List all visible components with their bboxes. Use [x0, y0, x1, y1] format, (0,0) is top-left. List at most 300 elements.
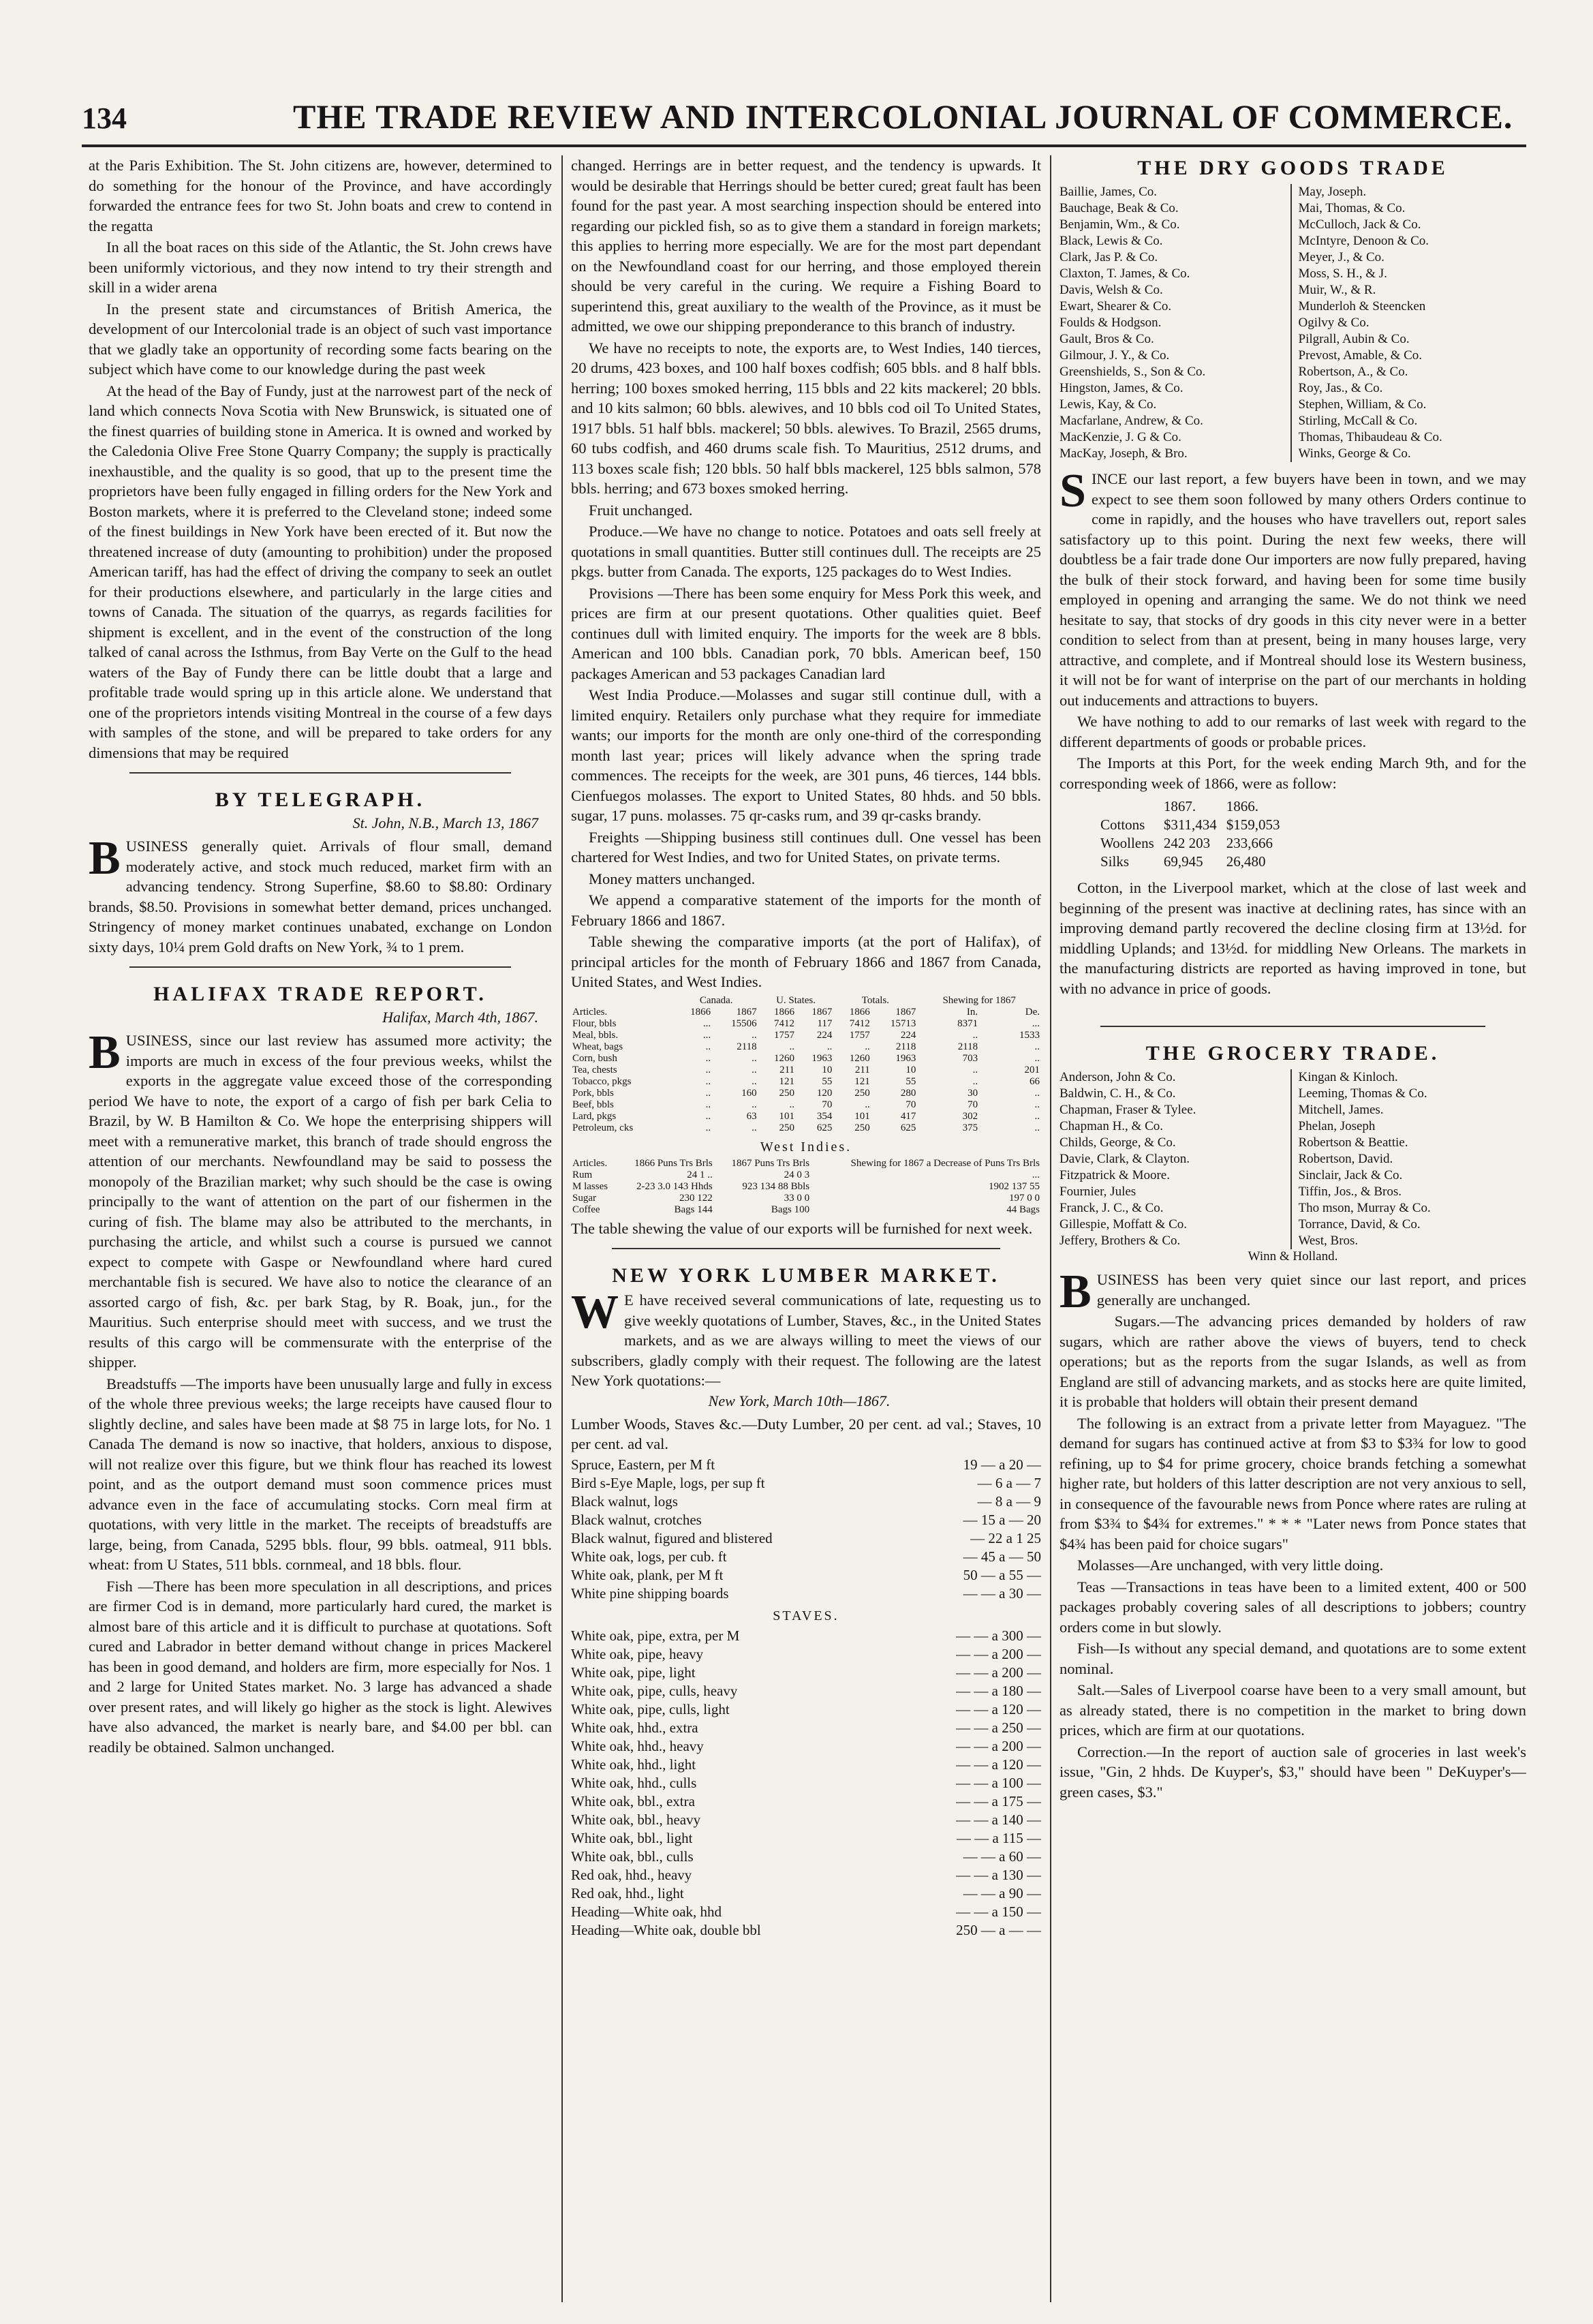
merchant-name: Muir, W., & R. [1298, 283, 1376, 297]
price-line [571, 1774, 1041, 1792]
merchant-name: Roy, Jas., & Co. [1298, 381, 1383, 395]
merchant-name: Torrance, David, & Co. [1298, 1217, 1421, 1232]
table-cell: 1963 [895, 1052, 916, 1064]
merchant-name: Lewis, Kay, & Co. [1060, 397, 1157, 412]
price-value: — 6 a — 7 [977, 1474, 1041, 1491]
price-item: White oak, pipe, culls, light [571, 1700, 730, 1717]
merchant-name: Tiffin, Jos., & Bros. [1298, 1184, 1402, 1199]
merchant-name: Winn & Holland. [1248, 1249, 1338, 1264]
merchant-name: Mai, Thomas, & Co. [1298, 201, 1406, 215]
table-cell: Cottons [1100, 816, 1145, 833]
table-row [571, 1088, 1041, 1099]
article-paragraph: West India Produce.—Molasses and sugar still continue dull, with a limited enquiry. Retailers only purchase what they require for immediate wants; our imports for the month are only one-third of the corresponding month last year; prices will likely advance when the spring trade commences. The receipts for the week, are 301 puns, 46 tierces, 144 bbls. Cienfuegos molasses. The export to United States, 80 hhds. and 50 bbls. sugar, 17 puns. molasses. 75 qr-casks rum, and 39 qr-casks brandy. [571, 686, 1041, 824]
price-line [571, 1474, 1041, 1493]
price-item: White oak, pipe, extra, per M [571, 1627, 740, 1644]
table-cell: ... [1032, 1018, 1040, 1029]
price-item: White oak, plank, per M ft [571, 1566, 724, 1583]
table-cell: 201 [1024, 1064, 1040, 1075]
price-line [571, 1829, 1041, 1848]
table-header: 1866 [690, 1006, 711, 1018]
column-3 [1060, 155, 1526, 2302]
dateline: Halifax, March 4th, 1867. [382, 1009, 538, 1026]
table-cell: Bags 100 [771, 1204, 810, 1215]
table-cell: 63 [746, 1110, 757, 1122]
price-item: White oak, hhd., heavy [571, 1737, 704, 1754]
table-title: STAVES. [773, 1608, 839, 1623]
section-divider [1100, 1026, 1485, 1027]
article-paragraph: At the head of the Bay of Fundy, just at the narrowest part of the neck of land which connects Nova Scotia with New Brunswick, is situated one of the finest quarries of building stone in America. It is owned and worked by the Caledonia Olive Free Stone Quarry Company; the supply is practically inexhaustible, and the quality is so good, that up to the present time the proprietors have been fully engaged in filling orders for the New York and Boston markets, where it is preferred to the Cleveland stone; indeed some of the finest buildings in New York have been erected of it. But now the threatened increase of duty (amounting to prohibition) under the proposed American tariff, has had the effect of driving the company to seek an outlet for their productions elsewhere, and particularly in the large cities and towns of Canada. The situation of the quarrys, as regards facilities for shipment is excellent, and in the event of the construction of the long talked of canal across the Isthmus, from Bay Verte on the Gulf to the head waters of the Bay of Fundy there can be little doubt that a large and profitable trade would spring up in this article alone. We understand that one of the proprietors intends visiting Montreal in the course of a few days with samples of the stone, and will be prepared to take orders for any dimensions that may be required [89, 382, 552, 761]
table-cell: 24 0 3 [784, 1169, 810, 1180]
merchant-name: Benjamin, Wm., & Co. [1060, 217, 1180, 232]
price-value: — — a 300 — [956, 1627, 1041, 1644]
table-cell: 33 0 0 [784, 1192, 810, 1204]
section-heading-dry-goods: THE DRY GOODS TRADE [1137, 157, 1449, 179]
table-cell: Lard, pkgs [572, 1110, 617, 1122]
table-cell: 923 134 88 Bbls [742, 1180, 810, 1192]
table-cell: $159,053 [1226, 816, 1280, 833]
table-cell: 250 [854, 1087, 870, 1099]
price-line [571, 1756, 1041, 1774]
table-cell: 625 [900, 1122, 916, 1133]
table-header: 1867 [895, 1006, 916, 1018]
table-cell: 8371 [957, 1018, 978, 1029]
table-cell: 1963 [811, 1052, 833, 1064]
price-value: — 8 a — 9 [977, 1493, 1041, 1510]
merchant-name: Franck, J. C., & Co. [1060, 1201, 1164, 1215]
merchant-name: Bauchage, Beak & Co. [1060, 201, 1179, 215]
table-row [571, 1111, 1041, 1122]
merchant-name: Baillie, James, Co. [1060, 185, 1158, 199]
table-cell: Bags 144 [674, 1204, 713, 1215]
table-cell: .. [752, 1052, 757, 1064]
merchant-name: May, Joseph. [1298, 185, 1367, 199]
price-value: — — a 180 — [956, 1682, 1041, 1699]
table-cell: 30 [968, 1087, 978, 1099]
merchant-name: Ogilvy & Co. [1298, 316, 1370, 330]
table-cell: .. [1034, 1099, 1040, 1110]
section-heading-grocery: THE GROCERY TRADE. [1145, 1042, 1440, 1065]
price-line [571, 1848, 1041, 1866]
section-heading-telegraph: BY TELEGRAPH. [215, 789, 426, 811]
article-paragraph: We append a comparative statement of the imports for the month of February 1866 and 1867. [571, 891, 1041, 929]
table-cell: 55 [906, 1075, 916, 1087]
price-line [571, 1811, 1041, 1829]
table-cell: Petroleum, cks [572, 1122, 634, 1133]
table-header: 1866 [849, 1006, 870, 1018]
table-cell: 280 [900, 1087, 916, 1099]
article-paragraph: Fish—Is without any special demand, and quotations are to some extent nominal. [1060, 1640, 1526, 1677]
price-value: — — a 200 — [956, 1737, 1041, 1754]
table-group-header: Shewing for 1867 [942, 994, 1016, 1006]
merchant-name: Childs, George, & Co. [1060, 1135, 1176, 1150]
merchant-name: Robertson, A., & Co. [1298, 365, 1408, 379]
article-paragraph: Teas —Transactions in teas have been to a limited extent, 400 or 500 packages probably covering sales of all descriptions to jobbers; country orders come in but slowly. [1060, 1578, 1526, 1636]
table-cell: Meal, bbls. [572, 1029, 619, 1041]
price-item: Black walnut, crotches [571, 1511, 702, 1528]
article-paragraph: Table shewing the comparative imports (at the port of Halifax), of principal articles for the month of February 1866 and 1867 from Canada, United States, and West Indies. [571, 933, 1041, 990]
table-cell: .. [1034, 1122, 1040, 1133]
price-line [571, 1566, 1041, 1585]
table-row [571, 1169, 1041, 1181]
table-cell: 354 [816, 1110, 833, 1122]
price-value: — — a 175 — [956, 1792, 1041, 1809]
article-paragraph: Money matters unchanged. [589, 870, 756, 887]
table-cell: .. [972, 1029, 978, 1041]
table-cell: 66 [1030, 1075, 1040, 1087]
merchant-name: Munderloh & Steencken [1298, 299, 1426, 314]
drop-cap: B [89, 832, 121, 885]
merchant-name: Kingan & Kinloch. [1298, 1070, 1398, 1084]
table-cell: .. [865, 1099, 870, 1110]
table-cell: .. [705, 1099, 711, 1110]
column-rule [561, 155, 563, 2302]
drop-cap: W [571, 1286, 619, 1339]
dateline: New York, March 10th—1867. [708, 1392, 891, 1409]
table-header: Shewing for 1867 a Decrease of Puns Trs Brls [850, 1157, 1040, 1169]
table-row [1100, 816, 1290, 834]
merchant-name: Chapman, Fraser & Tylee. [1060, 1103, 1196, 1117]
table-header: Articles. [572, 1157, 608, 1169]
price-value: — — a 200 — [956, 1664, 1041, 1681]
table-cell: 2118 [737, 1041, 757, 1052]
table-cell: .. [972, 1075, 978, 1087]
table-cell: 117 [817, 1018, 833, 1029]
table-cell: 224 [900, 1029, 916, 1041]
price-value: — — a 140 — [956, 1811, 1041, 1828]
merchant-name: Greenshields, S., Son & Co. [1060, 365, 1206, 379]
article-paragraph: In the present state and circumstances of British America, the development of our Intercolonial trade is an object of such vast importance that we gladly take an opportunity of recording some facts bearing on the subject which have come to our knowledge during the past week [89, 300, 552, 378]
price-value: — — a 250 — [956, 1719, 1041, 1736]
table-cell: 70 [822, 1099, 833, 1110]
section-divider [129, 772, 511, 774]
table-row [1100, 834, 1290, 853]
table-cell: 69,945 [1163, 853, 1203, 870]
article-paragraph: Provisions —There has been some enquiry for Mess Pork this week, and prices are firm at our present quotations. Other qualities quiet. Beef continues dull with limited enquiry. The imports for the week are 8 bbls. American and 100 bbls. Canadian pork, 70 bbls. American beef, 150 packages American and 53 packages Canadian lard [571, 584, 1041, 682]
article-paragraph: USINESS, since our last review has assumed more activity; the imports are much in excess of the four previous weeks, whilst the exports in the aggregate value exceed those of the corresponding period We have to note, the export of a cargo of fish per bark Celia to Brazil, by W. B Hamilton & Co. We hope the enterprising shippers will meet with a remunerative market, this branch of trade should engross the attention of our merchants. Newfoundland may be said to possess the monopoly of the Brazilian market; why such should be the case is owing principally to the want of attention on the part of our fishermen in the curing of fish. The blame may also be attributed to the merchants, in purchasing the article, and whilst such a course is pursued we cannot expect to compete with Gaspe or Newfoundland where hard cured merchantable fish is secured. We have also to notice the clearance of an assorted cargo of fish, &c. per bark Stag, by R. Boak, jun., for the Mauritius. Such enterprise should meet with success, and we trust the results of this cargo will be commensurate with the enterprise of the shipper. [89, 1032, 552, 1371]
table-header: 1867 [736, 1006, 757, 1018]
dry-goods-imports-table [1100, 797, 1290, 871]
table-group-header: Totals. [861, 994, 889, 1006]
price-item: Red oak, hhd., heavy [571, 1866, 692, 1883]
table-header: 1867 [811, 1006, 833, 1018]
price-value: — — a 130 — [956, 1866, 1041, 1883]
table-row [571, 1181, 1041, 1193]
table-cell: 375 [962, 1122, 978, 1133]
price-value: — 15 a — 20 [963, 1511, 1041, 1528]
table-cell: 703 [962, 1052, 978, 1064]
table-cell: Wheat, bags [572, 1041, 623, 1052]
price-item: Black walnut, logs [571, 1493, 678, 1510]
article-paragraph: Breadstuffs —The imports have been unusually large and fully in excess of the whole three previous weeks; the large receipts have caused flour to slightly decline, and sales have been made at $8 75 in large lots, for No. 1 Canada The demand is now so inactive, that holders, anxious to dispose, will not realize over this figure, but we think flour has reached its lowest point, and as the outport demand must soon commence prices must advance even in the face of accumulating stocks. Corn meal firm at quotations, with very little in the market. The receipts of breadstuffs are large, being, from Canada, 5295 bbls. flour, 99 bbls. oatmeal, 911 bbls. wheat: from U States, 511 bbls. cornmeal, and 18 bbls. flour. [89, 1375, 552, 1573]
merchant-name: Fournier, Jules [1060, 1184, 1136, 1199]
merchant-name: Robertson, David. [1298, 1152, 1393, 1166]
table-row [571, 1065, 1041, 1076]
merchant-name: Stephen, William, & Co. [1298, 397, 1427, 412]
column-rule [1050, 155, 1051, 2302]
price-value: 250 — a — — [956, 1921, 1041, 1938]
merchant-name: Robertson & Beattie. [1298, 1135, 1408, 1150]
table-row [571, 1076, 1041, 1088]
table-cell: 70 [968, 1099, 978, 1110]
table-cell: .. [826, 1041, 833, 1052]
price-item: White oak, pipe, heavy [571, 1645, 704, 1662]
table-cell: Tobacco, pkgs [572, 1075, 632, 1087]
price-line [571, 1548, 1041, 1566]
dateline: St. John, N.B., March 13, 1867 [352, 814, 538, 831]
merchant-name: Gillespie, Moffatt & Co. [1060, 1217, 1187, 1232]
table-cell: 10 [906, 1064, 916, 1075]
merchant-name: Phelan, Joseph [1298, 1119, 1376, 1133]
price-list [571, 1627, 1041, 1940]
table-cell: 2118 [957, 1041, 978, 1052]
article-paragraph: Produce.—We have no change to notice. Potatoes and oats sell freely at quotations in small quantities. Butter still continues dull. The receipts are 25 pkgs. butter from Canada. The exports, 125 packages do to West Indies. [571, 523, 1041, 580]
price-item: Heading—White oak, hhd [571, 1903, 722, 1920]
table-cell: 160 [741, 1087, 757, 1099]
table-cell: 1902 137 55 [989, 1180, 1040, 1192]
table-row [1100, 853, 1290, 871]
table-cell: 121 [779, 1075, 795, 1087]
table-cell: 15506 [731, 1018, 757, 1029]
price-item: White oak, bbl., extra [571, 1792, 695, 1809]
table-group-header: U. States. [776, 994, 816, 1006]
merchant-name: Thomas, Thibaudeau & Co. [1298, 430, 1442, 444]
price-line [571, 1719, 1041, 1737]
top-rule [82, 144, 1526, 147]
table-cell: .. [705, 1075, 711, 1087]
table-cell: 7412 [849, 1018, 870, 1029]
article-paragraph: We have no receipts to note, the exports are, to West Indies, 140 tierces, 20 drums, 423 boxes, and 100 half boxes codfish; 605 bbls. and 8 half bbls. herring; 100 boxes smoked herring, 115 bbls and 22 kits mackerel; 20 bbls. and 10 kits salmon; 60 bbls. alewives, and 10 bbls cod oil To United States, 1917 bbls. 51 half bbls. mackerel; 50 bbls. alewives. To Brazil, 2565 drums, 60 tubs codfish, and 460 drums scale fish. To Mauritius, 2512 drums, and 113 boxes scale fish; 120 bbls. 50 half bbls mackerel, 125 bbls salmon, 578 bbls. herring; and 673 boxes smoked herring. [571, 339, 1041, 497]
table-cell: .. [752, 1075, 757, 1087]
table-cell: .. [705, 1110, 711, 1122]
section-heading-halifax: HALIFAX TRADE REPORT. [153, 983, 487, 1005]
article-paragraph: Sugars.—The advancing prices demanded by holders of raw sugars, which are rather above the views of buyers, tend to check operations; but as the reports from the sugar Islands, as well as from England are still of advancing markets, and as stocks here are quite limited, it is probable that holders will obtain their present demand [1060, 1313, 1526, 1410]
price-value: — — a 90 — [963, 1884, 1041, 1901]
table-cell: 250 [779, 1122, 795, 1133]
table-row [571, 1099, 1041, 1111]
table-cell: .. [705, 1064, 711, 1075]
merchant-name: McIntyre, Denoon & Co. [1298, 234, 1429, 248]
article-paragraph: Cotton, in the Liverpool market, which at the close of last week and beginning of the present was inactive at declining rates, has since with an improving demand partly recovered the decline closing firm at 13½d. for middling Uplands; and 13½d. for middling New Orleans. The markets in the manufacturing districts are reported as having improved in tone, but with no advance in price of goods. [1060, 879, 1526, 997]
table-cell: 233,666 [1226, 835, 1273, 851]
merchant-name: Mitchell, James. [1298, 1103, 1384, 1117]
table-cell: Corn, bush [572, 1052, 617, 1064]
price-item: White oak, logs, per cub. ft [571, 1548, 727, 1565]
table-cell: 101 [854, 1110, 870, 1122]
price-line [571, 1529, 1041, 1548]
price-line [571, 1511, 1041, 1529]
price-value: — — a 120 — [956, 1700, 1041, 1717]
merchant-name: Pilgrall, Aubin & Co. [1298, 332, 1410, 346]
article-paragraph: Salt.—Sales of Liverpool coarse have been to a very small amount, but as already stated, there is no competition in the market to bring down prices, which are firm at our quotations. [1060, 1681, 1526, 1739]
table-cell: M lasses [572, 1180, 608, 1192]
table-cell: 121 [854, 1075, 870, 1087]
price-line [571, 1493, 1041, 1511]
column-1 [89, 155, 552, 2302]
price-item: White oak, bbl., light [571, 1829, 693, 1846]
drop-cap: S [1060, 465, 1086, 517]
price-line [571, 1700, 1041, 1719]
table-cell: .. [705, 1122, 711, 1133]
article-paragraph: We have nothing to add to our remarks of last week with regard to the different departments of goods or probable prices. [1060, 713, 1526, 750]
price-line [571, 1866, 1041, 1884]
merchant-name: Jeffery, Brothers & Co. [1060, 1234, 1181, 1248]
table-group-header: Canada. [699, 994, 733, 1006]
price-line [571, 1627, 1041, 1645]
price-line [571, 1645, 1041, 1664]
table-cell: ... [702, 1029, 711, 1041]
table-cell: 15713 [890, 1018, 916, 1029]
table-cell: Woollens [1100, 835, 1154, 851]
table-cell: .. [865, 1041, 870, 1052]
table-cell: 120 [816, 1087, 833, 1099]
merchant-name: Prevost, Amable, & Co. [1298, 348, 1423, 363]
table-cell: 1757 [849, 1029, 870, 1041]
merchant-name: Hingston, James, & Co. [1060, 381, 1184, 395]
article-paragraph: In all the boat races on this side of the Atlantic, the St. John crews have been uniformly victorious, and they now intend to try their strength and skill in a wider arena [89, 239, 552, 296]
table-cell: 417 [900, 1110, 916, 1122]
price-item: Red oak, hhd., light [571, 1884, 684, 1901]
price-value: 50 — a 55 — [963, 1566, 1041, 1583]
table-row [571, 1122, 1041, 1134]
article-paragraph: changed. Herrings are in better request, and the tendency is upwards. It would be desirable that Herrings should be better cured; great fault has been found for the past year. A most searching inspection should be entered into regarding our pickled fish, so as to give them a standard in foreign markets; this applies to herring more especially. We are for the most part dependant on the Newfoundland coast for our herring, and those employed therein should be very careful in the curing. We require a Fishing Board to superintend this, great auxiliary to the wealth of the Province, as it must be admitted, we owe our shipping preponderance to this branch of industry. [571, 157, 1041, 335]
table-cell: .. [752, 1064, 757, 1075]
price-value: — — a 60 — [963, 1848, 1041, 1865]
article-paragraph: Fish —There has been more speculation in all descriptions, and prices are firmer Cod is in demand, more particularly hard cured, the market is almost bare of this article and it is difficult to purchase at quotations. Soft cured and Labrador in better demand without change in prices Mackerel has been in good demand, and holders are firm, more especially for Nos. 1 and 2 large for United States market. No. 3 large has advanced a shade over present rates, and will likely go higher as the stock is light. Alewives have also advanced, the market is nearly bare, and $4.00 per bbl. can readily be obtained. Salmon unchanged. [89, 1577, 552, 1756]
price-item: White oak, hhd., extra [571, 1719, 698, 1736]
merchant-name: Foulds & Hodgson. [1060, 316, 1162, 330]
price-item: White oak, bbl., heavy [571, 1811, 701, 1828]
page-number: 134 [82, 102, 127, 135]
article-paragraph: Correction.—In the report of auction sale of groceries in last week's issue, "Gin, 2 hhds. De Kuyper's, $3," should have been " DeKuyper's—green cases, $3." [1060, 1743, 1526, 1801]
table-cell: 1260 [849, 1052, 870, 1064]
imports-table [571, 995, 1041, 1134]
price-line [571, 1903, 1041, 1921]
article-paragraph: USINESS generally quiet. Arrivals of flour small, demand moderately active, and stock much reduced, market firm with an advancing tendency. Strong Superfine, $8.60 to $8.80: Ordinary brands, $8.50. Provisions in somewhat better demand, prices unchanged. Stringency of money market continues unabated, exchange on London sixty days, 10¼ prem Gold drafts on New York, ¾ to 1 prem. [89, 838, 552, 955]
year-header: 1866. [1226, 798, 1259, 814]
table-header: 1866 [774, 1006, 795, 1018]
table-cell: 250 [854, 1122, 870, 1133]
article-paragraph: Freights —Shipping business still continues dull. One vessel has been chartered for West Indies, and two for United States, on private terms. [571, 828, 1041, 866]
year-header: 1867. [1163, 798, 1196, 814]
merchant-name: Davis, Welsh & Co. [1060, 283, 1163, 297]
price-value: — 45 a — 50 [963, 1548, 1041, 1565]
table-cell: .. [752, 1029, 757, 1041]
price-list [571, 1456, 1041, 1603]
table-cell: 55 [822, 1075, 833, 1087]
table-cell: .. [752, 1122, 757, 1133]
table-header: De. [1025, 1006, 1040, 1018]
price-item: Black walnut, figured and blistered [571, 1529, 773, 1546]
merchant-name: Black, Lewis & Co. [1060, 234, 1163, 248]
price-value: — — a 115 — [956, 1829, 1041, 1846]
merchant-name: Baldwin, C. H., & Co. [1060, 1086, 1176, 1101]
table-cell: .. [705, 1041, 711, 1052]
masthead [82, 95, 1526, 143]
price-line [571, 1682, 1041, 1700]
table-cell: Silks [1100, 853, 1130, 870]
merchant-name: MacKay, Joseph, & Bro. [1060, 446, 1188, 461]
table-cell: 70 [906, 1099, 916, 1110]
table-cell: 10 [822, 1064, 833, 1075]
table-title: West Indies. [760, 1139, 852, 1155]
table-cell: Flour, bbls [572, 1018, 617, 1029]
table-header: Articles. [572, 1006, 608, 1018]
price-value: — — a 200 — [956, 1645, 1041, 1662]
table-cell: .. [789, 1099, 795, 1110]
table-cell: .. [705, 1052, 711, 1064]
article-paragraph: USINESS has been very quiet since our last report, and prices generally are unchanged. [1096, 1271, 1526, 1309]
price-item: Heading—White oak, double bbl [571, 1921, 761, 1938]
table-cell: 24 1 .. [687, 1169, 713, 1180]
merchant-name: McCulloch, Jack & Co. [1298, 217, 1421, 232]
drop-cap: B [1060, 1266, 1092, 1318]
merchant-list [1060, 1069, 1526, 1249]
table-cell: 26,480 [1226, 853, 1266, 870]
table-cell: 44 Bags [1006, 1204, 1040, 1215]
price-item: White pine shipping boards [571, 1585, 729, 1602]
table-cell: .. [1034, 1052, 1040, 1064]
merchant-name: Davie, Clark, & Clayton. [1060, 1152, 1190, 1166]
table-cell: Tea, chests [572, 1064, 617, 1075]
price-line [571, 1921, 1041, 1940]
table-cell: 224 [816, 1029, 833, 1041]
table-cell: 250 [779, 1087, 795, 1099]
table-cell: ... [1032, 1169, 1040, 1180]
column-2 [571, 155, 1041, 2302]
section-divider [612, 1248, 1000, 1249]
table-row [571, 1041, 1041, 1053]
article-paragraph: The Imports at this Port, for the week ending March 9th, and for the corresponding week of 1866, were as follow: [1060, 754, 1526, 792]
merchant-name: Anderson, John & Co. [1060, 1070, 1176, 1084]
article-paragraph: Fruit unchanged. [589, 501, 693, 519]
merchant-name: Macfarlane, Andrew, & Co. [1060, 414, 1203, 428]
price-item: White oak, bbl., culls [571, 1848, 694, 1865]
table-row [571, 1053, 1041, 1065]
table-cell: 197 0 0 [1009, 1192, 1040, 1204]
table-row [571, 1018, 1041, 1030]
article-paragraph: E have received several communications of late, requesting us to give weekly quotations of Lumber, Staves, &c., in the United States markets, and as we are always willing to meet the views of our subscribers, gladly comply with their request. The following are the latest New York quotations:— [571, 1291, 1041, 1389]
table-cell: .. [1034, 1041, 1040, 1052]
table-cell: .. [705, 1087, 711, 1099]
table-cell: 211 [779, 1064, 795, 1075]
price-line [571, 1792, 1041, 1811]
price-line [571, 1737, 1041, 1756]
table-cell: .. [752, 1099, 757, 1110]
article-paragraph: The following is an extract from a private letter from Mayaguez. "The demand for sugars has continued active at from $3 to $3¾ for low to good refining, up to $4 for prime grocery, choice brands fetching a somewhat higher rate, but holders of this latter description are not very anxious to sell, in consequence of the favourable news from Ponce where rates are ruling at from $3¾ to $4¾ for extremes." * * * "Later news from Ponce states that $4¾ has been paid for choice sugars" [1060, 1414, 1526, 1553]
price-line [571, 1456, 1041, 1474]
price-item: Spruce, Eastern, per M ft [571, 1456, 715, 1473]
price-value: 19 — a 20 — [963, 1456, 1041, 1473]
article-paragraph: Molasses—Are unchanged, with very little doing. [1077, 1557, 1384, 1574]
table-cell: 242 203 [1163, 835, 1211, 851]
merchant-name: Moss, S. H., & J. [1298, 266, 1387, 281]
section-heading-lumber: NEW YORK LUMBER MARKET. [612, 1264, 1000, 1287]
table-header: 1866 Puns Trs Brls [634, 1157, 713, 1169]
price-value: — — a 120 — [956, 1756, 1041, 1773]
article-paragraph: at the Paris Exhibition. The St. John citizens are, however, determined to do something for the honour of the Province, and have accordingly forwarded the entrance fees for two St. John boats and crew to contend in the regatta [89, 157, 552, 234]
table-row [571, 1204, 1041, 1216]
table-cell: Rum [572, 1169, 593, 1180]
merchant-name: MacKenzie, J. G & Co. [1060, 430, 1181, 444]
table-cell: 211 [854, 1064, 870, 1075]
table-header: In. [966, 1006, 978, 1018]
price-item: White oak, pipe, culls, heavy [571, 1682, 738, 1699]
merchant-name: Fitzpatrick & Moore. [1060, 1168, 1170, 1182]
table-cell: Sugar [572, 1192, 596, 1204]
table-cell: 230 122 [679, 1192, 713, 1204]
running-head: THE TRADE REVIEW AND INTERCOLONIAL JOURNAL OF COMMERCE. [293, 97, 1513, 136]
article-paragraph: INCE our last report, a few buyers have been in town, and we may expect to see them soon followed by many others Orders continue to come in rapidly, and the houses who have travellers out, report sales satisfactory up to this point. During the next few weeks, there will doubtless be a fair trade done Our importers are now fully prepared, having the bulk of their stock forward, and having been for some time busily employed in opening and arranging the same. We do not think we need hesitate to say, that stocks of dry goods in this city never were in a better condition to select from than at present, being in many houses large, very attractive, and complete, and if Montreal should lose its Western business, it will not be for want of interprise on the part of our merchants in holding out inducements and attractions to buyers. [1060, 470, 1526, 709]
